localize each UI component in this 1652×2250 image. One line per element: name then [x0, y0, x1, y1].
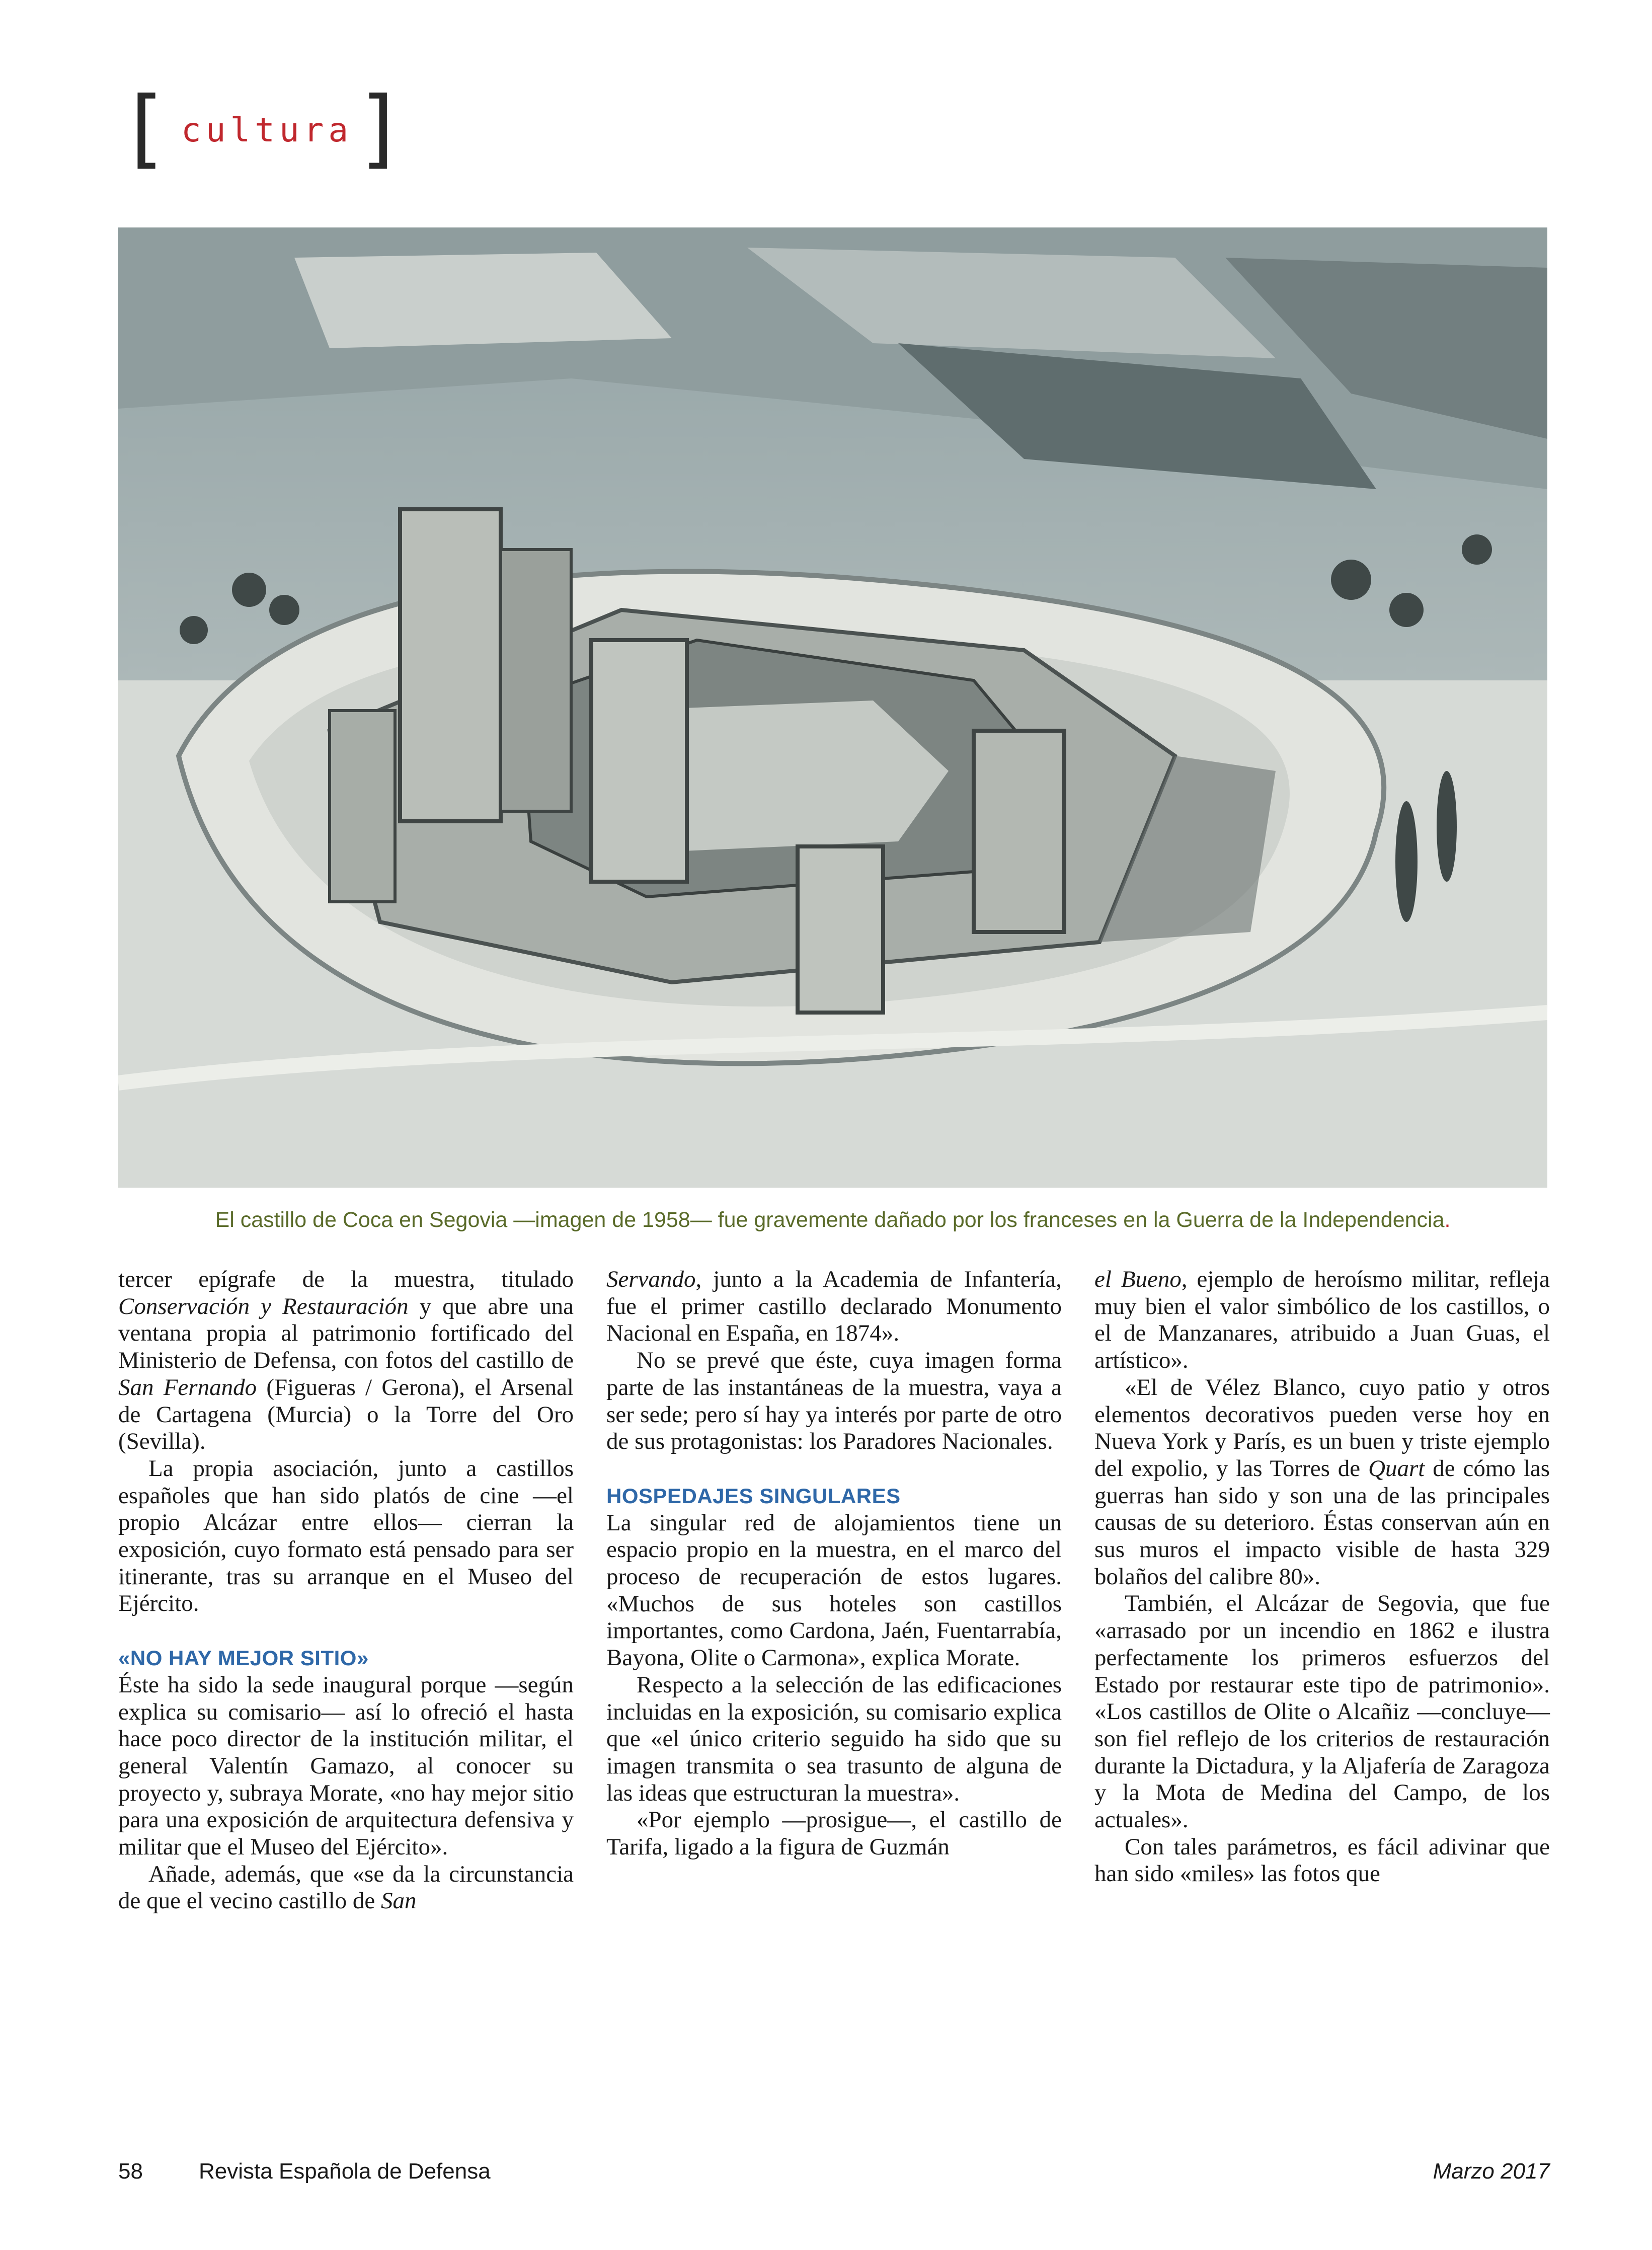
photo-caption: [118, 1208, 1547, 1232]
paragraph: [1094, 1266, 1550, 1374]
paragraph: También, el Alcázar de Segovia, que fue «arrasado por un incendio en 1862 e ilustra perfectamente los primeros esfuerzos del Estado por restaurar este tipo de patrimonio». «Los castillos de Olite o Alcañiz —concluye— son fiel reflejo de los criterios de restauración durante la Dictadura, y la Aljafería de Zaragoza y la Mota de Medina del Campo, de los actuales».: [1094, 1590, 1550, 1833]
close-bracket: ]: [355, 79, 407, 178]
paragraph: No se prevé que éste, cuya imagen forma parte de las instantáneas de la muestra, vaya a ser sede; pero sí hay ya interés por parte de otro de sus protagonistas: los Paradores Nacionales.: [606, 1347, 1062, 1455]
text-run: «El de Vélez Blanco, cuyo patio y otros elementos decorativos pueden verse hoy en Nueva York y París, es un buen y triste ejemplo del expolio, y las Torres de: [1094, 1374, 1550, 1482]
paragraph: La propia asociación, junto a castillos españoles que han sido platós de cine —el propio Alcázar entre ellos— cierran la exposición, cuyo formato está pensado para ser itinerante, tras su arranque en el Museo del Ejército.: [118, 1455, 574, 1617]
caption-text: El castillo de Coca en Segovia —imagen de 1958— fue gravemente dañado por los franceses en la Guerra de la Independencia: [215, 1208, 1445, 1232]
italic-run: Conservación y Restauración: [118, 1293, 409, 1320]
text-run: y que abre una ventana propia al patrimonio fortificado del Ministerio de Defensa, con fotos del castillo de: [118, 1293, 574, 1374]
paragraph: Éste ha sido la sede inaugural porque —según explica su comisario— así lo ofreció el hasta hace poco director de la institución militar, el general Valentín Gamazo, al conocer su proyecto y, subraya Morate, «no hay mejor sitio para una exposición de arquitectura defensiva y militar que el Museo del Ejército».: [118, 1671, 574, 1860]
text-column-3: [1094, 1266, 1550, 1888]
italic-run: San Fernando: [118, 1374, 257, 1401]
section-header: [118, 79, 407, 178]
castle-photo: [118, 227, 1547, 1188]
paragraph: [606, 1266, 1062, 1347]
paragraph: Con tales parámetros, es fácil adivinar que han sido «miles» las fotos que: [1094, 1833, 1550, 1887]
section-label: cultura: [181, 111, 353, 149]
italic-run: San: [381, 1888, 417, 1914]
text-run: , junto a la Academia de Infantería, fue el primer castillo declarado Monumento Nacional en España, en 1874».: [606, 1266, 1062, 1347]
paragraph: [118, 1266, 574, 1455]
text-column-1: [118, 1266, 574, 1915]
paragraph: Respecto a la selección de las edificaciones incluidas en la exposición, su comisario explica que «el único criterio seguido ha sido que su imagen transmita o sea trasunto de alguna de las ideas que estructuran la muestra».: [606, 1671, 1062, 1806]
text-column-2: [606, 1266, 1062, 1861]
paragraph: «Por ejemplo —prosigue—, el castillo de Tarifa, ligado a la figura de Guzmán: [606, 1807, 1062, 1860]
publication-name: Revista Española de Defensa: [199, 2159, 491, 2184]
text-run: (Figueras / Gerona), el Arsenal de Cartagena (Murcia) o la Torre del Oro (Sevilla).: [118, 1374, 574, 1455]
italic-run: Servando: [606, 1266, 696, 1292]
issue-date: Marzo 2017: [1433, 2159, 1550, 2184]
text-run: , ejemplo de heroísmo militar, refleja muy bien el valor simbólico de los castillos, o el de Manzanares, atribuido a Juan Guas, el artístico».: [1094, 1266, 1550, 1374]
paragraph: [1094, 1374, 1550, 1591]
caption-end-mark: .: [1444, 1208, 1451, 1232]
italic-run: Quart: [1368, 1455, 1425, 1482]
open-bracket: [: [118, 79, 170, 178]
italic-run: el Bueno: [1094, 1266, 1182, 1292]
text-run: Añade, además, que «se da la circunstancia de que el vecino castillo de: [118, 1860, 574, 1914]
castle-aerial-illustration: [118, 227, 1547, 1188]
text-run: tercer epígrafe de la muestra, titulado: [118, 1266, 574, 1292]
paragraph: [118, 1861, 574, 1915]
subheading: «NO HAY MEJOR SITIO»: [118, 1646, 369, 1670]
page-number: 58: [118, 2159, 143, 2184]
paragraph: La singular red de alojamientos tiene un espacio propio en la muestra, en el marco del proceso de recuperación de estos lugares. «Muchos de sus hoteles son castillos importantes, como Cardona, Jaén, Fuentarrabía, Bayona, Olite o Carmona», explica Morate.: [606, 1509, 1062, 1671]
text-run: de cómo las guerras han sido y son una de las principales causas de su deterioro. Éstas conservan aún en sus muros el impacto visible de hasta 329 bolaños del calibre 80».: [1094, 1455, 1550, 1590]
subheading: HOSPEDAJES SINGULARES: [606, 1484, 901, 1508]
